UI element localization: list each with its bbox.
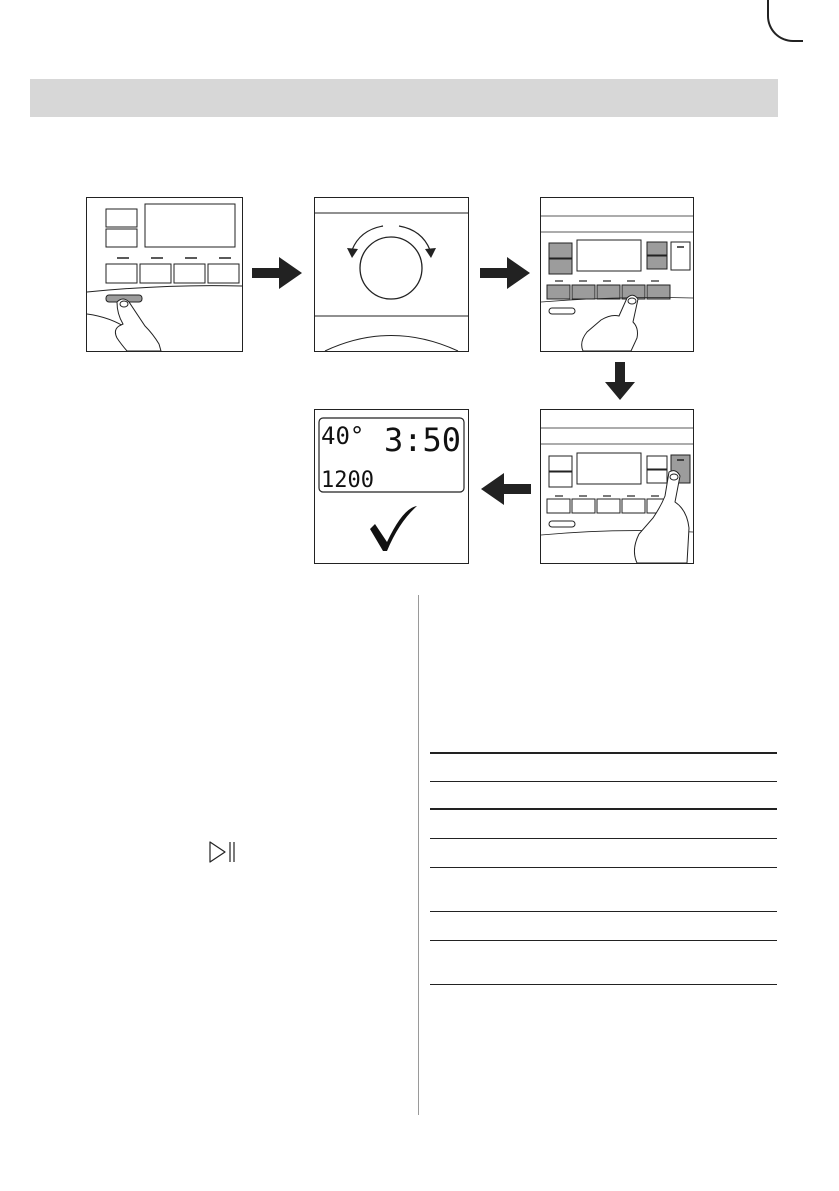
step-5-panel	[314, 409, 469, 564]
table-rule	[430, 940, 777, 941]
pointing-hand-icon	[582, 295, 638, 351]
table-rule-top	[430, 752, 777, 754]
step-1-panel	[86, 197, 243, 352]
pointing-hand-icon	[634, 471, 689, 563]
table-rule	[430, 781, 777, 782]
display-time: 3:50	[383, 421, 461, 459]
table-rule-bottom	[430, 984, 777, 985]
arrow-right-icon	[252, 257, 302, 289]
page-edge-mark	[767, 0, 803, 42]
column-divider	[418, 595, 419, 1115]
step-4-panel	[540, 409, 694, 564]
table-rule	[430, 911, 777, 912]
start-pause-icon	[208, 840, 238, 864]
step-3-panel	[540, 197, 694, 352]
pointing-hand-icon	[115, 299, 161, 351]
checkmark-icon	[370, 506, 417, 551]
arrow-down-icon	[605, 362, 635, 400]
table-rule-header-bottom	[430, 808, 777, 810]
display-temperature: 40°	[321, 422, 365, 450]
section-header-bar	[30, 79, 778, 117]
program-dial-icon	[360, 237, 422, 299]
arrow-left-icon	[481, 473, 531, 505]
table-rule	[430, 867, 777, 868]
step-2-panel	[314, 197, 469, 352]
table-rule	[430, 838, 777, 839]
arrow-right-icon	[480, 257, 530, 289]
display-spin-speed: 1200	[321, 468, 374, 493]
